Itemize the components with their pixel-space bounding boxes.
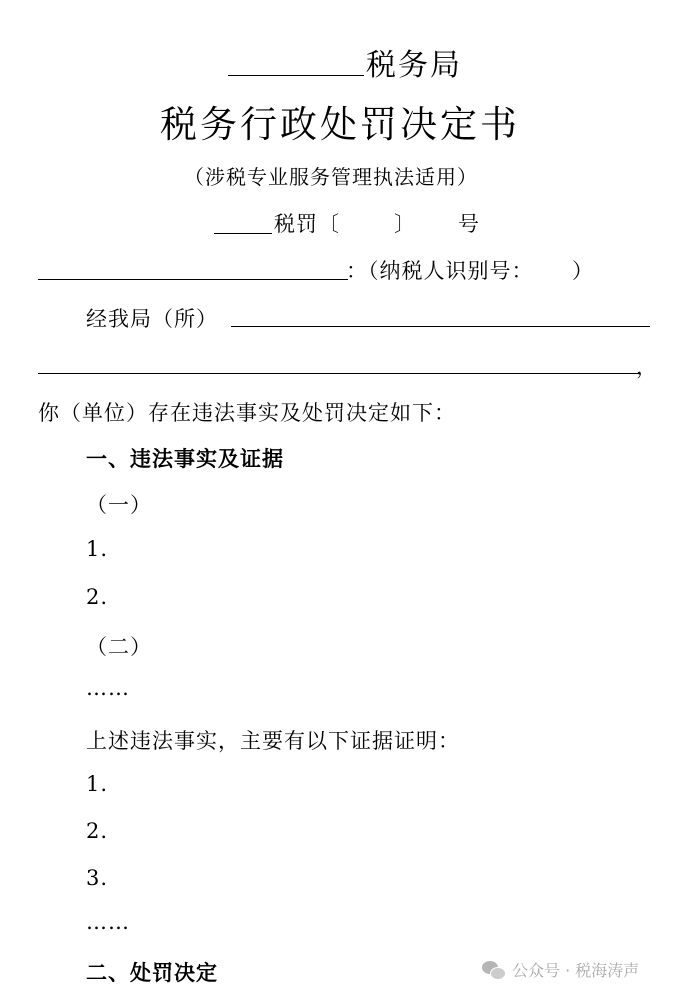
section2-heading: 二、处罚决定 xyxy=(86,961,218,985)
statement-text: 你（单位）存在违法事实及处罚决定如下： xyxy=(38,401,456,425)
intro-blank xyxy=(231,326,650,327)
evidence-item1: 1. xyxy=(86,772,109,796)
section1-sub2: （二） xyxy=(86,635,152,659)
section1-item1: 1. xyxy=(86,537,109,561)
section1-heading: 一、违法事实及证据 xyxy=(86,447,284,471)
taxpayer-name-blank xyxy=(38,279,348,280)
watermark xyxy=(482,958,639,981)
bureau-suffix: 税务局 xyxy=(366,48,462,83)
section1-item2: 2. xyxy=(86,585,109,609)
doc-number-close: 〕 xyxy=(394,212,416,236)
section1-ellipsis: …… xyxy=(86,676,130,700)
bureau-name-blank xyxy=(228,75,364,76)
doc-number-suffix: 号 xyxy=(458,212,480,236)
continuation-blank xyxy=(38,373,638,374)
evidence-intro: 上述违法事实，主要有以下证据证明： xyxy=(86,729,460,753)
page-title: 税务行政处罚决定书 xyxy=(160,103,520,146)
taxpayer-id-label: ：（纳税人识别号： xyxy=(346,259,534,283)
doc-number-prefix-blank xyxy=(214,233,272,234)
intro-text: 经我局（所） xyxy=(86,307,218,331)
taxpayer-id-close: ） xyxy=(572,259,594,283)
evidence-ellipsis: …… xyxy=(86,910,130,934)
evidence-item2: 2. xyxy=(86,819,109,843)
page-subtitle: （涉税专业服务管理执法适用） xyxy=(184,165,478,189)
wechat-icon xyxy=(482,960,506,980)
continuation-comma: ， xyxy=(636,355,658,379)
doc-number-mid: 税罚〔 xyxy=(274,212,340,236)
evidence-item3: 3. xyxy=(86,866,109,890)
watermark-text: 公众号 · 税海涛声 xyxy=(512,961,640,980)
section1-sub1: （一） xyxy=(86,493,152,517)
